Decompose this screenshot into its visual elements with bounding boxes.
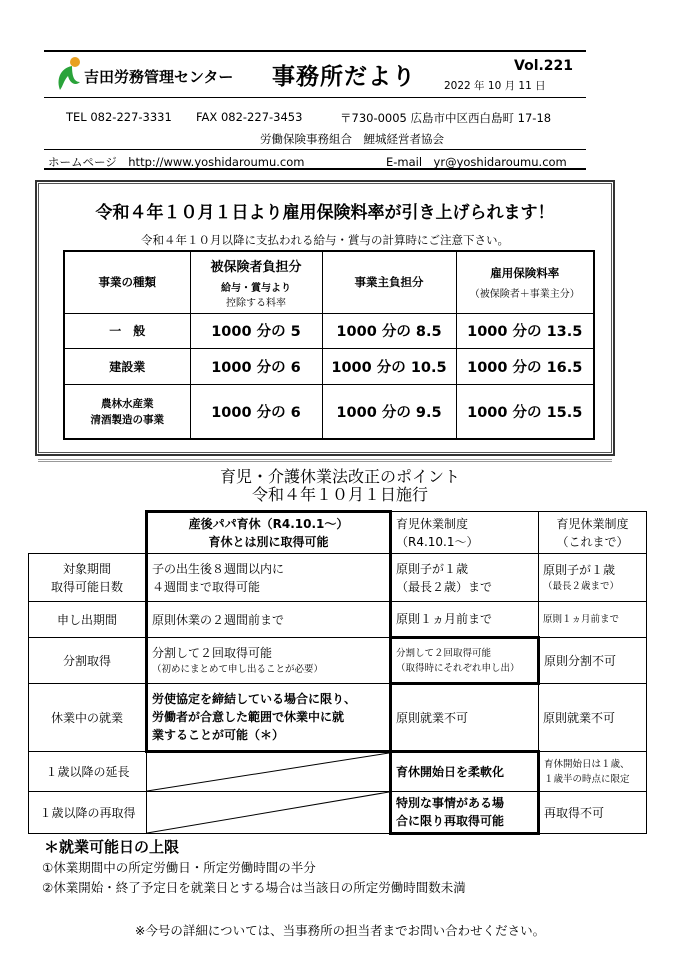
business-type (64, 385, 190, 439)
col-old-system (539, 512, 647, 554)
papa-extension-na (147, 752, 391, 792)
col-employee-share (190, 251, 322, 313)
col-new-system-line1: 育児休業制度 (396, 516, 469, 531)
col-old-system-line1: 育児休業制度 (556, 516, 629, 531)
header-title-bar (44, 52, 586, 98)
col-total-rate (456, 251, 594, 313)
rate-subtitle: 令和４年１０月以降に支払われる給与・賞与の計算時にご注意下さい。 (141, 233, 509, 247)
rate-notice-box (38, 183, 612, 453)
footnote-item-1: ①休業期間中の所定労働日・所定労働時間の半分 (42, 860, 316, 875)
table-row (64, 385, 594, 439)
closing-note: ※今号の詳細については、当事務所の担当者までお問い合わせください。 (134, 923, 546, 938)
header-rule (44, 149, 586, 150)
papa-split (147, 638, 391, 684)
employee-rate: 1000 分の 6 (190, 385, 322, 439)
old-period-line1: 原則子が１歳 (543, 563, 616, 577)
old-work: 原則就業不可 (539, 684, 647, 752)
leave-section-title: 育児・介護休業法改正のポイント (219, 467, 460, 486)
rate-header-row (64, 251, 594, 313)
rate-headline: 令和４年１０月１日より雇用保険料率が引き上げられます！ (95, 203, 555, 223)
employee-rate: 1000 分の 5 (190, 313, 322, 349)
row-head-period (29, 554, 147, 602)
old-extension-line1: 育休開始日は１歳、 (544, 758, 630, 770)
leave-comparison-table (28, 510, 647, 835)
homepage-link[interactable]: ホームページ http://www.yoshidaroumu.com (48, 155, 305, 169)
old-extension (539, 752, 647, 792)
person-leaf-logo (54, 56, 84, 92)
diagonal-slash (147, 753, 389, 791)
col-new-system (391, 512, 539, 554)
col-employee-share-label: 被保険者負担分 (210, 259, 302, 275)
issue-date: 2022 年 10 月 11 日 (444, 80, 546, 92)
papa-work-line1: 労使協定を締結している場合に限り、 (152, 692, 357, 706)
papa-work (147, 684, 391, 752)
business-type-line1: 農林水産業 (101, 397, 154, 410)
papa-split-line2: （初めにまとめて申し出ることが必要） (152, 664, 324, 675)
new-work: 原則就業不可 (391, 684, 539, 752)
new-period-line1: 原則子が１歳 (396, 561, 469, 576)
papa-work-line2: 労働者が合意した範囲で休業中に就 (152, 710, 345, 724)
diagonal-slash (147, 792, 389, 833)
new-period-line2: （最長２歳）まで (396, 579, 493, 594)
papa-period-line1: 子の出生後８週間以内に (152, 561, 285, 576)
table-row (29, 752, 647, 792)
leave-section-subtitle: 令和４年１０月１日施行 (251, 485, 428, 504)
old-application: 原則１ヵ月前まで (539, 602, 647, 638)
new-retake (391, 792, 539, 834)
new-application: 原則１ヵ月前まで (391, 602, 539, 638)
table-row (64, 313, 594, 349)
new-period (391, 554, 539, 602)
col-papa-leave-line1: 産後パパ育休（R4.10.1～） (188, 517, 349, 531)
new-split-line2: （取得時にそれぞれ申し出） (396, 662, 520, 674)
business-type: 建設業 (64, 349, 190, 385)
row-head-split: 分割取得 (29, 638, 147, 684)
row-head-period-line1: 対象期間 (62, 561, 111, 576)
papa-work-line3: 業することが可能（＊） (152, 728, 285, 742)
associations: 労働保険事務組合 鯉城経営者協会 (260, 132, 444, 146)
old-retake: 再取得不可 (539, 792, 647, 834)
newsletter-title: 事務所だより (272, 64, 416, 90)
new-retake-line1: 特別な事情がある場 (396, 796, 505, 810)
table-row (29, 554, 647, 602)
papa-retake-na (147, 792, 391, 834)
table-row (29, 602, 647, 638)
contact-fax: FAX 082-227-3453 (196, 110, 303, 124)
volume-number: Vol.221 (514, 58, 574, 74)
row-head-period-line2: 取得可能日数 (50, 579, 123, 594)
table-row (29, 638, 647, 684)
col-total-rate-sub: （被保険者＋事業主分） (469, 288, 580, 300)
footnote-title: ＊就業可能日の上限 (44, 838, 180, 856)
col-employee-share-sub2: 控除する料率 (226, 297, 286, 309)
row-head-application: 申し出期間 (29, 602, 147, 638)
business-type: 一 般 (64, 313, 190, 349)
business-type-line2: 清酒製造の事業 (90, 413, 164, 426)
table-corner (29, 512, 147, 554)
table-row (29, 684, 647, 752)
employee-rate: 1000 分の 6 (190, 349, 322, 385)
office-name: 吉田労務管理センター (84, 68, 234, 86)
row-head-retake: １歳以降の再取得 (29, 792, 147, 834)
col-papa-leave (147, 512, 391, 554)
table-row (64, 349, 594, 385)
table-row (29, 792, 647, 834)
new-split-line1: 分割して２回取得可能 (396, 647, 492, 659)
row-head-work: 休業中の就業 (29, 684, 147, 752)
papa-application: 原則休業の２週間前まで (147, 602, 391, 638)
total-rate: 1000 分の 16.5 (456, 349, 594, 385)
section-divider (38, 459, 612, 462)
col-papa-leave-line2: 育休とは別に取得可能 (208, 535, 329, 549)
old-split: 原則分割不可 (539, 638, 647, 684)
rate-table (63, 250, 595, 440)
old-period (539, 554, 647, 602)
col-old-system-line2: （これまで） (556, 534, 629, 549)
papa-period-line2: ４週間まで取得可能 (152, 579, 261, 594)
new-split (391, 638, 539, 684)
col-employer-share: 事業主負担分 (322, 251, 456, 313)
total-rate: 1000 分の 13.5 (456, 313, 594, 349)
old-period-line2: （最長２歳まで） (543, 581, 620, 592)
col-employee-share-sub: 給与・賞与より (221, 282, 291, 294)
row-head-extension: １歳以降の延長 (29, 752, 147, 792)
new-extension: 育休開始日を柔軟化 (391, 752, 539, 792)
col-total-rate-label: 雇用保険料率 (490, 265, 560, 280)
total-rate: 1000 分の 15.5 (456, 385, 594, 439)
employer-rate: 1000 分の 9.5 (322, 385, 456, 439)
footnote-item-2: ②休業開始・終了予定日を就業日とする場合は当該日の所定労働時間数未満 (42, 880, 466, 895)
employer-rate: 1000 分の 8.5 (322, 313, 456, 349)
papa-split-line1: 分割して２回取得可能 (152, 646, 273, 660)
contact-address: 〒730-0005 広島市中区西白島町 17-18 (340, 111, 552, 125)
employer-rate: 1000 分の 10.5 (322, 349, 456, 385)
old-extension-line2: １歳半の時点に限定 (544, 773, 630, 785)
new-retake-line2: 合に限り再取得可能 (396, 814, 505, 828)
newsletter-header (44, 50, 586, 170)
leave-header-row (29, 512, 647, 554)
papa-period (147, 554, 391, 602)
col-new-system-line2: （R4.10.1～） (396, 534, 479, 549)
email-link[interactable]: E-mail yr@yoshidaroumu.com (386, 155, 567, 169)
contact-tel: TEL 082-227-3331 (66, 110, 172, 124)
col-business-type: 事業の種類 (64, 251, 190, 313)
